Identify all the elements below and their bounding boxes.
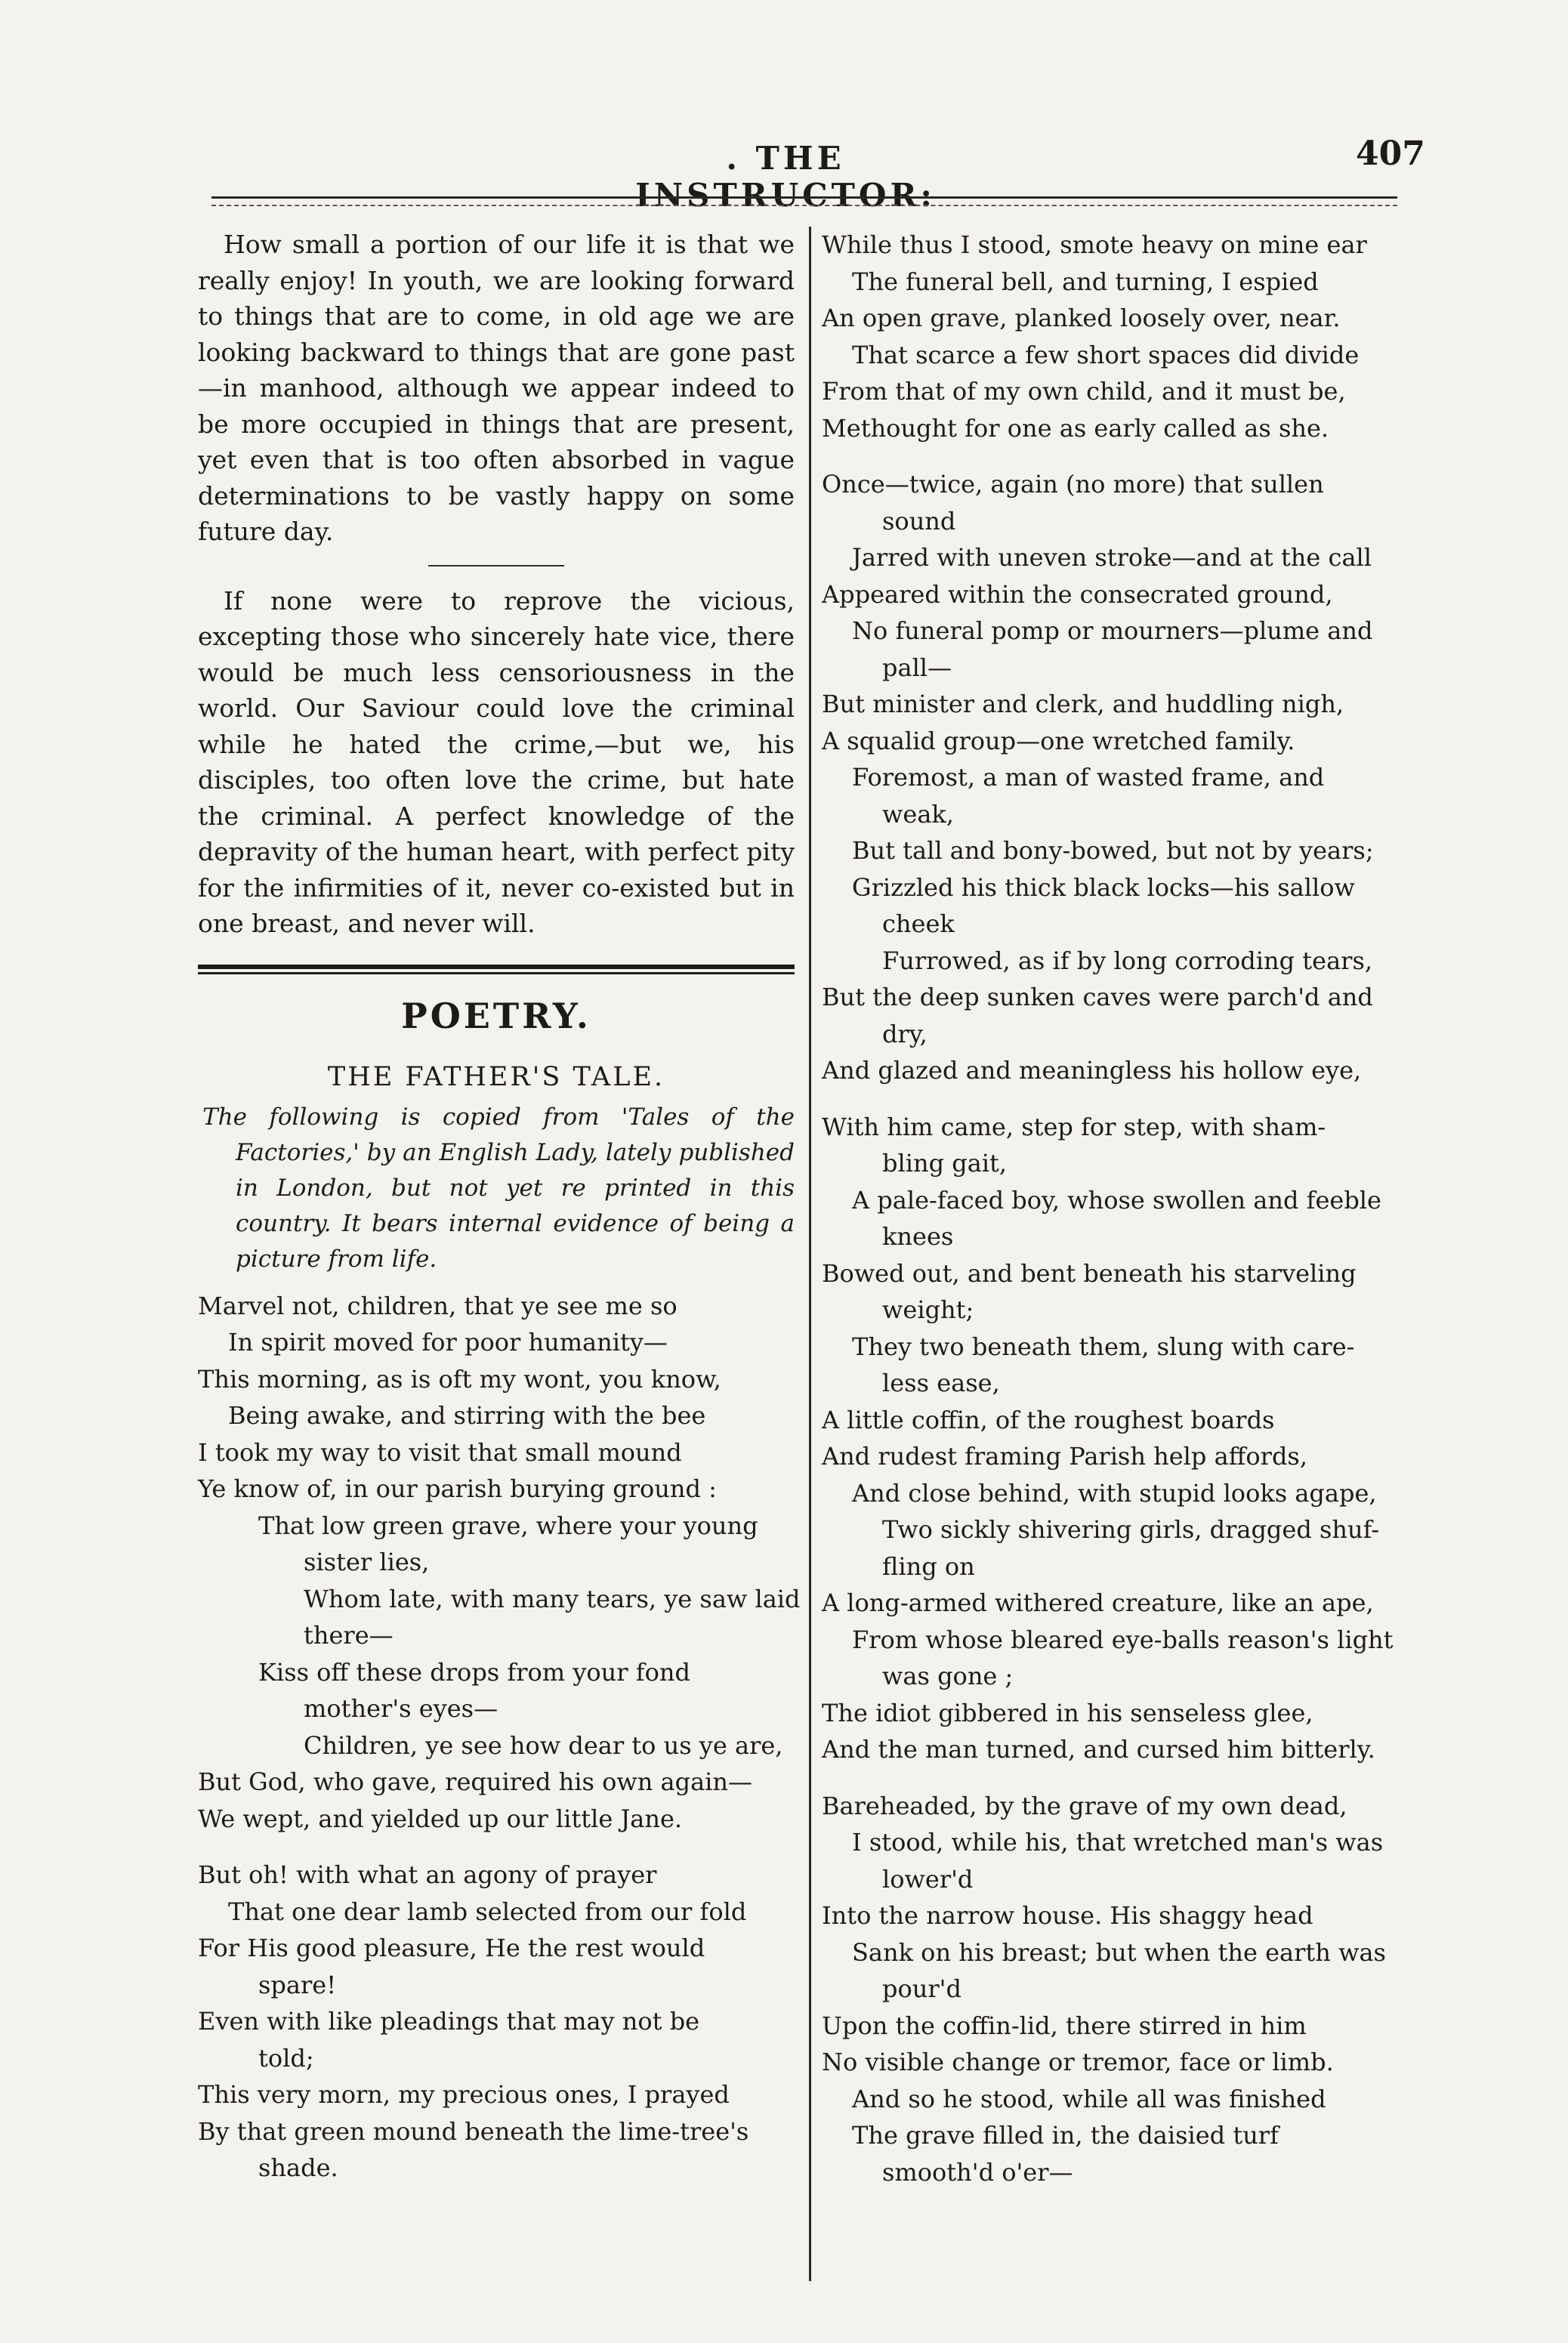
poem-title: THE FATHER'S TALE.	[327, 1061, 665, 1092]
poem-line: But the deep sunken caves were parch'd and	[822, 983, 1373, 1011]
poem-line: And rudest framing Parish help affords,	[822, 1442, 1308, 1471]
poem-line: A squalid group—one wretched family.	[822, 726, 1295, 755]
poem-line: Jarred with uneven stroke—and at the call	[852, 543, 1372, 572]
poem-line: But God, who gave, required his own again—	[198, 1767, 752, 1796]
poem-line: We wept, and yielded up our little Jane.	[198, 1804, 683, 1833]
poem-line: While thus I stood, smote heavy on mine ear	[822, 230, 1367, 259]
column-divider	[809, 227, 811, 2281]
poem-line: Upon the coffin-lid, there stirred in him	[822, 2011, 1307, 2040]
poem-line: They two beneath them, slung with care-	[852, 1332, 1355, 1361]
poem-line: knees	[882, 1222, 954, 1251]
poem-line: The grave filled in, the daisied turf	[852, 2121, 1279, 2150]
header-rule-dashed	[211, 205, 1397, 206]
poem-line: Foremost, a man of wasted frame, and	[852, 763, 1325, 792]
poem-line: lower'd	[882, 1864, 974, 1894]
poem-line: But oh! with what an agony of prayer	[198, 1860, 657, 1889]
poem-line: Furrowed, as if by long corroding tears,	[882, 946, 1373, 975]
poem-line: In spirit moved for poor humanity—	[228, 1328, 668, 1357]
poem-line: fling on	[882, 1551, 975, 1581]
poem-line: shade.	[258, 2153, 338, 2182]
poem-line: For His good pleasure, He the rest would	[198, 1934, 705, 1962]
stanza-break	[822, 1768, 1411, 1788]
poem-line: A long-armed withered creature, like an ape,	[822, 1588, 1374, 1617]
poem-line: Bareheaded, by the grave of my own dead,	[822, 1791, 1347, 1820]
section-heading: POETRY.	[401, 995, 591, 1036]
poem-line: less ease,	[882, 1369, 1000, 1397]
poem-line: With him came, step for step, with sham-	[822, 1112, 1326, 1141]
poem-line: No funeral pomp or mourners—plume and	[852, 616, 1373, 645]
poem-line: sister lies,	[304, 1548, 430, 1576]
poem-line: Marvel not, children, that ye see me so	[198, 1291, 678, 1320]
poem-line: From whose bleared eye-balls reason's light	[852, 1625, 1394, 1654]
section-rule-thin	[198, 972, 795, 974]
poem-line: told;	[258, 2043, 314, 2073]
poem-line: This morning, as is oft my wont, you know,	[198, 1364, 721, 1394]
poem-introduction: The following is copied from 'Tales of the Factories,' by an English Lady, lately published in London, but not yet re printed in this country. It bears internal evidence of being a picture from life.	[202, 1103, 795, 1273]
poem-line: By that green mound beneath the lime-tree's	[198, 2116, 749, 2146]
paragraph-enjoyment: How small a portion of our life it is that we really enjoy! In youth, we are looking forward to things that are to come, in old age we are looking backward to things that are gone past—in manhood, although we appear indeed to be more occupied in things that are present, yet even that is too often absorbed in vague determinations to be vastly happy on some future day.	[198, 230, 795, 546]
poem-line: weight;	[882, 1295, 974, 1324]
poem-line: The idiot gibbered in his senseless glee,	[822, 1698, 1313, 1727]
poem-line: Methought for one as early called as she.	[822, 413, 1329, 443]
poem-line: That scarce a few short spaces did divide	[852, 340, 1360, 369]
poem-line: And so he stood, while all was finished	[852, 2084, 1326, 2113]
stanza-break	[822, 1089, 1411, 1109]
poem-line: Appeared within the consecrated ground,	[822, 579, 1333, 609]
poem-line: weak,	[882, 799, 954, 829]
poem-line: Sank on his breast; but when the earth was	[852, 1937, 1386, 1967]
poem-line: A pale-faced boy, whose swollen and feeble	[852, 1185, 1381, 1215]
poem-line: And the man turned, and cursed him bitterly.	[822, 1735, 1375, 1764]
poem-line: Into the narrow house. His shaggy head	[822, 1901, 1313, 1930]
page-number: 407	[1356, 134, 1425, 173]
section-rule-thick	[198, 965, 795, 969]
stanza-break	[822, 446, 1411, 466]
poem-line: But tall and bony-bowed, but not by years;	[852, 836, 1374, 865]
poem-line: bling gait,	[882, 1149, 1008, 1178]
right-column	[822, 227, 1411, 2190]
poem-line: Two sickly shivering girls, dragged shuf-	[882, 1515, 1380, 1544]
poem-line: was gone ;	[882, 1662, 1014, 1690]
poem-line: I stood, while his, that wretched man's was	[852, 1828, 1384, 1857]
poem-line: dry,	[882, 1019, 928, 1048]
poem-line: spare!	[258, 1970, 337, 1999]
poem-line: Kiss off these drops from your fond	[258, 1657, 690, 1687]
poem-line: Once—twice, again (no more) that sullen	[822, 470, 1324, 499]
poem-line: I took my way to visit that small mound	[198, 1437, 682, 1467]
poem-line: pour'd	[882, 1974, 961, 2003]
poem-line: Whom late, with many tears, ye saw laid	[304, 1584, 801, 1613]
poem-line: smooth'd o'er—	[882, 2157, 1073, 2187]
poem-line: Grizzled his thick black locks—his sallow	[852, 872, 1355, 902]
poem-line: The funeral bell, and turning, I espied	[852, 267, 1319, 296]
poem-line: This very morn, my precious ones, I prayed	[198, 2080, 730, 2109]
poem-line: And close behind, with stupid looks agape,	[852, 1478, 1377, 1508]
poem-line: Children, ye see how dear to us ye are,	[304, 1730, 783, 1760]
paragraph-reproof: If none were to reprove the vicious, excepting those who sincerely hate vice, there would be much less censoriousness in the world. Our Saviour could love the criminal while he hated the crime,—but we, his disciples, too often love the crime, but hate the criminal. A perfect knowledge of the depravity of the human heart, with perfect pity for the infirmities of it, never co-existed but in one breast, and never will.	[198, 585, 795, 938]
stanza-break	[198, 1837, 795, 1857]
poem-left-lines	[198, 1288, 801, 2187]
header-rule	[211, 196, 1397, 199]
poem-line: And glazed and meaningless his hollow eye,	[822, 1056, 1362, 1085]
poem-line: pall—	[882, 653, 952, 682]
poem-line: That one dear lamb selected from our fold	[228, 1897, 747, 1926]
poem-line: From that of my own child, and it must be,	[822, 377, 1346, 406]
running-header-title: . THE INSTRUCTOR:	[635, 140, 936, 214]
poem-line: An open grave, planked loosely over, near.	[822, 304, 1341, 332]
poem-line: mother's eyes—	[304, 1694, 498, 1723]
poem-line: But minister and clerk, and huddling nigh,	[822, 690, 1344, 718]
poem-line: No visible change or tremor, face or limb.	[822, 2048, 1334, 2076]
poem-line: sound	[882, 506, 956, 536]
poem-line: A little coffin, of the roughest boards	[822, 1405, 1275, 1434]
poem-line: Ye know of, in our parish burying ground :	[198, 1474, 717, 1503]
left-column	[198, 227, 801, 2187]
poem-line: there—	[304, 1621, 394, 1650]
poem-line: cheek	[882, 909, 955, 938]
paragraph-separator	[428, 565, 564, 566]
poem-line: Being awake, and stirring with the bee	[228, 1401, 706, 1430]
poem-line: That low green grave, where your young	[258, 1511, 758, 1540]
poem-line: Bowed out, and bent beneath his starveling	[822, 1258, 1357, 1288]
poem-line: Even with like pleadings that may not be	[198, 2007, 700, 2036]
poem-right-lines	[822, 227, 1411, 2190]
